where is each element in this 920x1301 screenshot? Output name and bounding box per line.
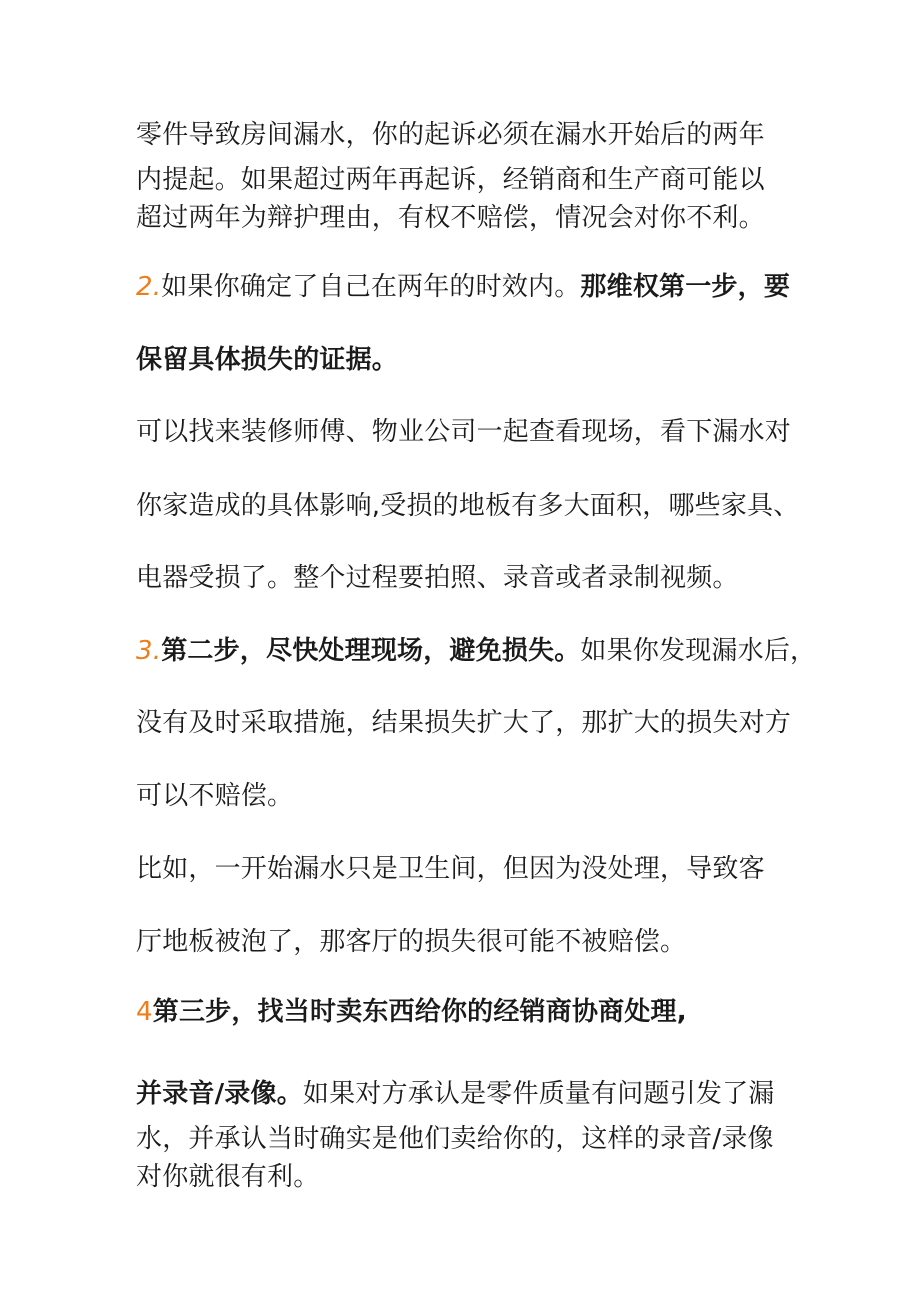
text-span: 零件导致房间漏水，你的起诉必须在漏水开始后的两年 [136, 120, 765, 150]
text-span: 可以找来装修师傅、物业公司一起查看现场，看下漏水对 [136, 417, 792, 447]
bold-text: 第三步，找当时卖东西给你的经销商协商处理, [152, 997, 687, 1027]
text-span: 如果对方承认是零件质量有问题引发了漏 [302, 1079, 775, 1109]
text-span: 你家造成的具体影响,受损的地板有多大面积，哪些家具、 [136, 491, 800, 521]
paragraph-line [136, 779, 293, 813]
bold-text: 并录音/录像。 [136, 1079, 303, 1109]
step-3-line [136, 634, 816, 668]
paragraph-line [136, 118, 765, 152]
text-span: 如果你发现漏水后， [580, 636, 817, 666]
text-span: 如果你确定了自己在两年的时效内。 [161, 272, 581, 302]
paragraph-line [136, 1122, 774, 1156]
paragraph-line [136, 706, 791, 740]
paragraph-line [136, 852, 765, 886]
bold-text: 第二步，尽快处理现场，避免损失。 [161, 636, 581, 666]
bold-text: 保留具体损失的证据。 [136, 345, 399, 375]
text-span: 没有及时采取措施，结果损失扩大了，那扩大的损失对方 [136, 708, 792, 738]
paragraph-line [136, 1160, 319, 1194]
text-span: 超过两年为辩护理由，有权不赔偿，情况会对你不利。 [136, 203, 765, 233]
paragraph-line [136, 561, 739, 595]
step-number: 2. [136, 272, 162, 302]
text-span: 对你就很有利。 [136, 1162, 320, 1192]
paragraph-line [136, 415, 791, 449]
text-span: 水，并承认当时确实是他们卖给你的，这样的录音/录像 [136, 1124, 774, 1154]
step-4-line [136, 995, 687, 1029]
text-span: 厅地板被泡了，那客厅的损失很可能不被赔偿。 [136, 927, 687, 957]
text-span: 可以不赔偿。 [136, 781, 294, 811]
paragraph-line [136, 489, 799, 523]
paragraph-line [136, 925, 686, 959]
text-span: 电器受损了。整个过程要拍照、录音或者录制视频。 [136, 563, 739, 593]
paragraph-line [136, 201, 765, 235]
step-2-line [136, 270, 790, 304]
step-number: 3. [136, 636, 162, 666]
paragraph-line [136, 1077, 775, 1111]
paragraph-line [136, 343, 398, 377]
text-span: 内提起。如果超过两年再起诉，经销商和生产商可能以 [136, 165, 765, 195]
step-number: 4 [136, 997, 153, 1027]
text-span: 比如，一开始漏水只是卫生间，但因为没处理，导致客 [136, 854, 765, 884]
bold-text: 那维权第一步，要 [580, 272, 791, 302]
paragraph-line [136, 163, 765, 197]
